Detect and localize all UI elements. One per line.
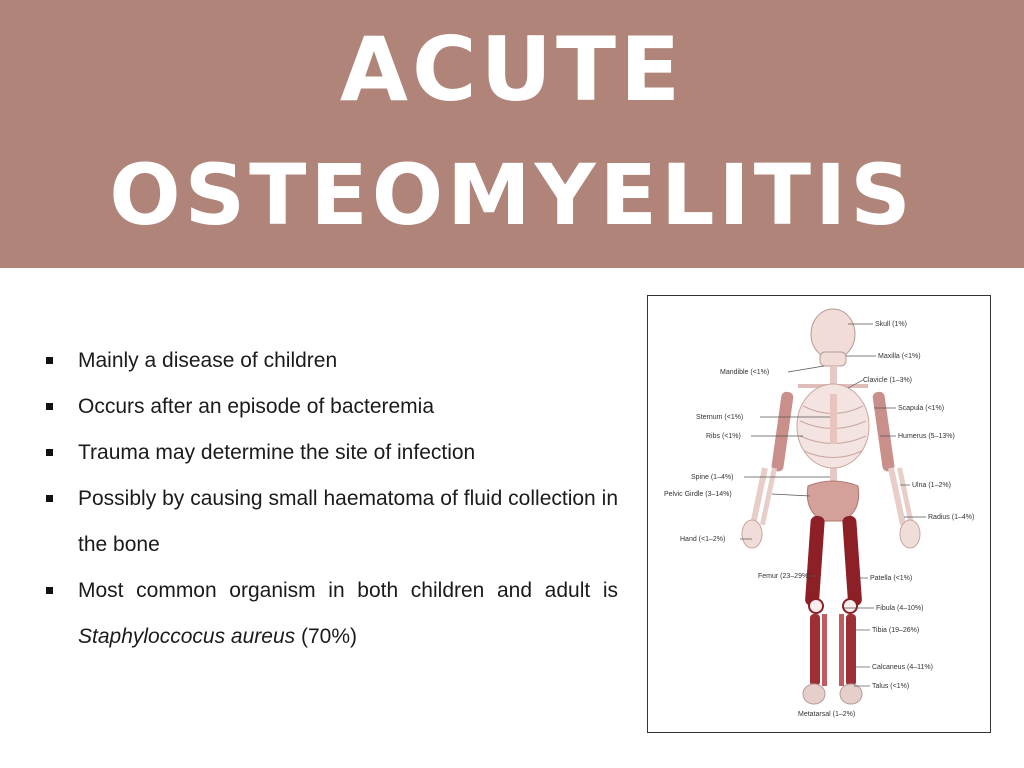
bullet-text: Mainly a disease of children (78, 349, 338, 372)
label-humerus: Humerus (5–13%) (898, 433, 955, 440)
organism-name: Staphyloccocus aureus (78, 625, 296, 648)
bullet-square-icon (46, 495, 53, 502)
label-femur: Femur (23–29%) (758, 573, 811, 580)
skeleton-diagram (648, 296, 990, 732)
bullet-text (78, 568, 618, 660)
title-line-2: OSTEOMYELITIS (109, 146, 915, 244)
label-calcaneus: Calcaneus (4–11%) (872, 664, 933, 671)
label-maxilla: Maxilla (<1%) (878, 353, 921, 360)
bullet-square-icon (46, 587, 53, 594)
patella-left-shape (809, 599, 823, 613)
femur-left-shape (805, 516, 825, 607)
label-hand: Hand (<1–2%) (680, 536, 726, 543)
title-line-1: ACUTE (339, 18, 685, 121)
label-ribs: Ribs (<1%) (706, 433, 741, 440)
fibula-right-shape (839, 614, 844, 686)
bullet-item (44, 476, 618, 568)
tibia-right-shape (846, 614, 856, 686)
pelvis-shape (807, 481, 858, 521)
bullet-item (44, 430, 618, 476)
label-skull: Skull (1%) (875, 321, 907, 328)
bullet-item (44, 338, 618, 384)
bullet-item (44, 568, 618, 660)
foot-left-shape (803, 684, 825, 704)
bullet-item (44, 384, 618, 430)
bullet-square-icon (46, 403, 53, 410)
label-talus: Talus (<1%) (872, 683, 910, 690)
bullet-square-icon (46, 449, 53, 456)
label-clavicle: Clavicle (1–3%) (863, 377, 913, 384)
label-metatarsal: Metatarsal (1–2%) (798, 711, 856, 718)
bullet-square-icon (46, 357, 53, 364)
label-radius: Radius (1–4%) (928, 514, 975, 521)
title-banner (0, 0, 1024, 268)
label-spine: Spine (1–4%) (691, 474, 734, 481)
bullet-text: Possibly by causing small haematoma of fluid collection in the bone (78, 487, 618, 556)
label-ulna: Ulna (1–2%) (912, 482, 951, 489)
bullet-list (44, 338, 618, 660)
hand-left-shape (742, 520, 762, 548)
tibia-left-shape (810, 614, 820, 686)
label-sternum: Sternum (<1%) (696, 414, 744, 421)
fibula-left-shape (822, 614, 827, 686)
humerus-right-shape (872, 391, 895, 472)
foot-right-shape (840, 684, 862, 704)
bullet-text-before: Most common organism in both children and adult is (78, 579, 618, 602)
humerus-left-shape (771, 391, 794, 472)
label-mandible: Mandible (<1%) (720, 369, 770, 376)
femur-right-shape (842, 516, 862, 607)
label-pelvic-girdle: Pelvic Girdle (3–14%) (664, 491, 732, 498)
bullet-text: Trauma may determine the site of infection (78, 441, 476, 464)
label-tibia: Tibia (19–26%) (872, 627, 920, 634)
hand-right-shape (900, 520, 920, 548)
bullet-text: Occurs after an episode of bacteremia (78, 395, 435, 418)
label-scapula: Scapula (<1%) (898, 405, 945, 412)
label-fibula: Fibula (4–10%) (876, 605, 924, 612)
label-patella: Patella (<1%) (870, 575, 913, 582)
patella-right-shape (843, 599, 857, 613)
skeleton-figure (647, 295, 991, 733)
sternum-shape (830, 394, 837, 444)
bullet-text-after: (70%) (295, 625, 357, 648)
mandible-shape (820, 352, 846, 366)
